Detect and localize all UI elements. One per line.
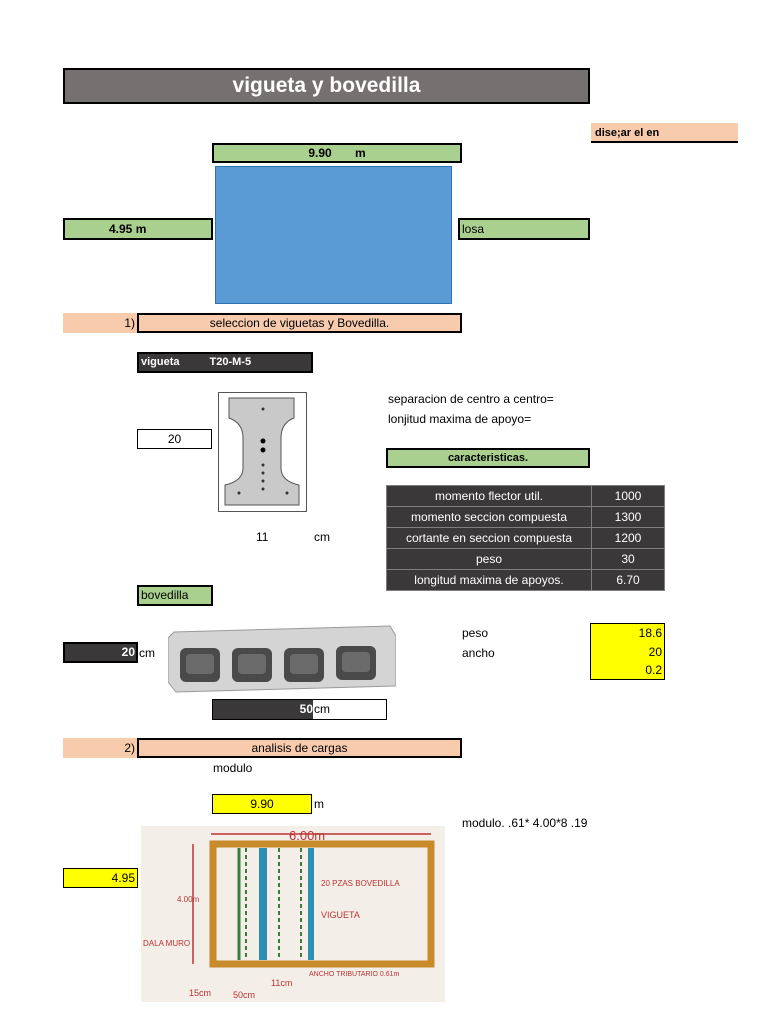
span-top-box	[212, 143, 462, 163]
vigueta-height-box	[137, 429, 212, 449]
side-value: 4.95	[111, 871, 135, 885]
bovedilla-height-box	[63, 642, 138, 663]
page-title: vigueta y bovedilla	[63, 68, 590, 104]
bovedilla-length-dark	[213, 700, 313, 719]
peso-label: peso	[462, 626, 489, 640]
ancho-label: ancho	[462, 646, 495, 660]
modulo-label: modulo	[213, 761, 253, 775]
sketch-label: 6.00m	[289, 828, 326, 843]
prop-name: momento flector util.	[387, 486, 592, 507]
vigueta-label: vigueta	[141, 356, 180, 368]
prop-value: 6.70	[592, 570, 665, 591]
modulo-formula: modulo. .61* 4.00*8 .19	[462, 816, 588, 830]
prop-value: 1000	[592, 486, 665, 507]
step2-label: analisis de cargas	[251, 741, 348, 755]
table-row	[387, 570, 665, 591]
sketch-label: ANCHO TRIBUTARIO 0.61m	[309, 971, 400, 978]
losa-box	[458, 218, 590, 240]
bovedilla-height-unit: cm	[139, 646, 155, 660]
spacing-text-1: separacion de centro a centro=	[388, 392, 554, 406]
prop-value: 1300	[592, 507, 665, 528]
bovedilla-length-unit: cm	[314, 702, 330, 716]
prop-name: longitud maxima de apoyos.	[387, 570, 592, 591]
bovedilla-box	[137, 585, 213, 606]
sketch-image	[141, 826, 445, 1002]
vigueta-width: 11	[256, 530, 269, 544]
properties-table	[386, 485, 665, 591]
vigueta-width-unit: cm	[314, 530, 330, 544]
step1-box	[137, 313, 462, 333]
bovedilla-svg	[168, 624, 396, 694]
table-row	[387, 507, 665, 528]
bovedilla-length: 50	[299, 702, 313, 716]
span-left-box	[63, 218, 213, 240]
bovedilla-label: bovedilla	[141, 588, 189, 602]
bovedilla-length-box	[212, 699, 387, 720]
prop-name: momento seccion compuesta	[387, 507, 592, 528]
span-left-value: 4.95 m	[109, 222, 147, 236]
vigueta-height: 20	[167, 432, 182, 446]
bovedilla-height: 20	[121, 645, 135, 659]
step2-num-cell	[63, 738, 137, 758]
step2-num: 2)	[124, 741, 135, 755]
sketch-label: 15cm	[189, 988, 212, 998]
ancho-value: 20	[648, 645, 662, 659]
table-row	[387, 486, 665, 507]
table-row	[387, 549, 665, 570]
prop-value: 1200	[592, 528, 665, 549]
vigueta-box	[137, 352, 313, 373]
vigueta-section-svg	[219, 393, 306, 511]
vigueta-model: T20-M-5	[209, 356, 252, 368]
sketch-label: VIGUETA	[321, 910, 360, 920]
extra-value: 0.2	[645, 663, 662, 677]
step1-label: seleccion de viguetas y Bovedilla.	[209, 316, 390, 330]
vigueta-section-image	[218, 392, 307, 512]
step1-num: 1)	[124, 316, 135, 330]
peso-value: 18.6	[638, 626, 662, 640]
modulo-value: 9.90	[250, 797, 274, 811]
span-top-unit: m	[355, 146, 366, 160]
characteristics-label: caracteristicas.	[447, 452, 529, 464]
spacing-text-2: lonjitud maxima de apoyo=	[388, 412, 532, 426]
design-note-text: dise;ar el en	[595, 127, 660, 139]
step1-num-cell	[63, 313, 137, 333]
design-note	[591, 123, 738, 143]
sketch-svg	[141, 826, 445, 1002]
prop-name: peso	[387, 549, 592, 570]
prop-name: cortante en seccion compuesta	[387, 528, 592, 549]
sketch-label: 20 PZAS BOVEDILLA	[321, 879, 400, 888]
prop-value: 30	[592, 549, 665, 570]
span-top-value: 9.90	[308, 146, 332, 160]
slab-rectangle	[215, 166, 452, 304]
sketch-label: 4.00m	[177, 895, 200, 904]
side-value-box	[63, 868, 138, 888]
characteristics-box	[386, 448, 590, 468]
losa-label: losa	[462, 222, 485, 236]
step2-box	[137, 738, 462, 758]
sketch-label: 50cm	[233, 990, 256, 1000]
table-row	[387, 528, 665, 549]
modulo-value-box	[212, 794, 312, 814]
sketch-label: 11cm	[271, 978, 293, 988]
sketch-label: DALA MURO	[143, 939, 191, 948]
modulo-unit: m	[314, 797, 324, 811]
bovedilla-image	[168, 624, 396, 694]
peso-value-box	[590, 623, 665, 680]
